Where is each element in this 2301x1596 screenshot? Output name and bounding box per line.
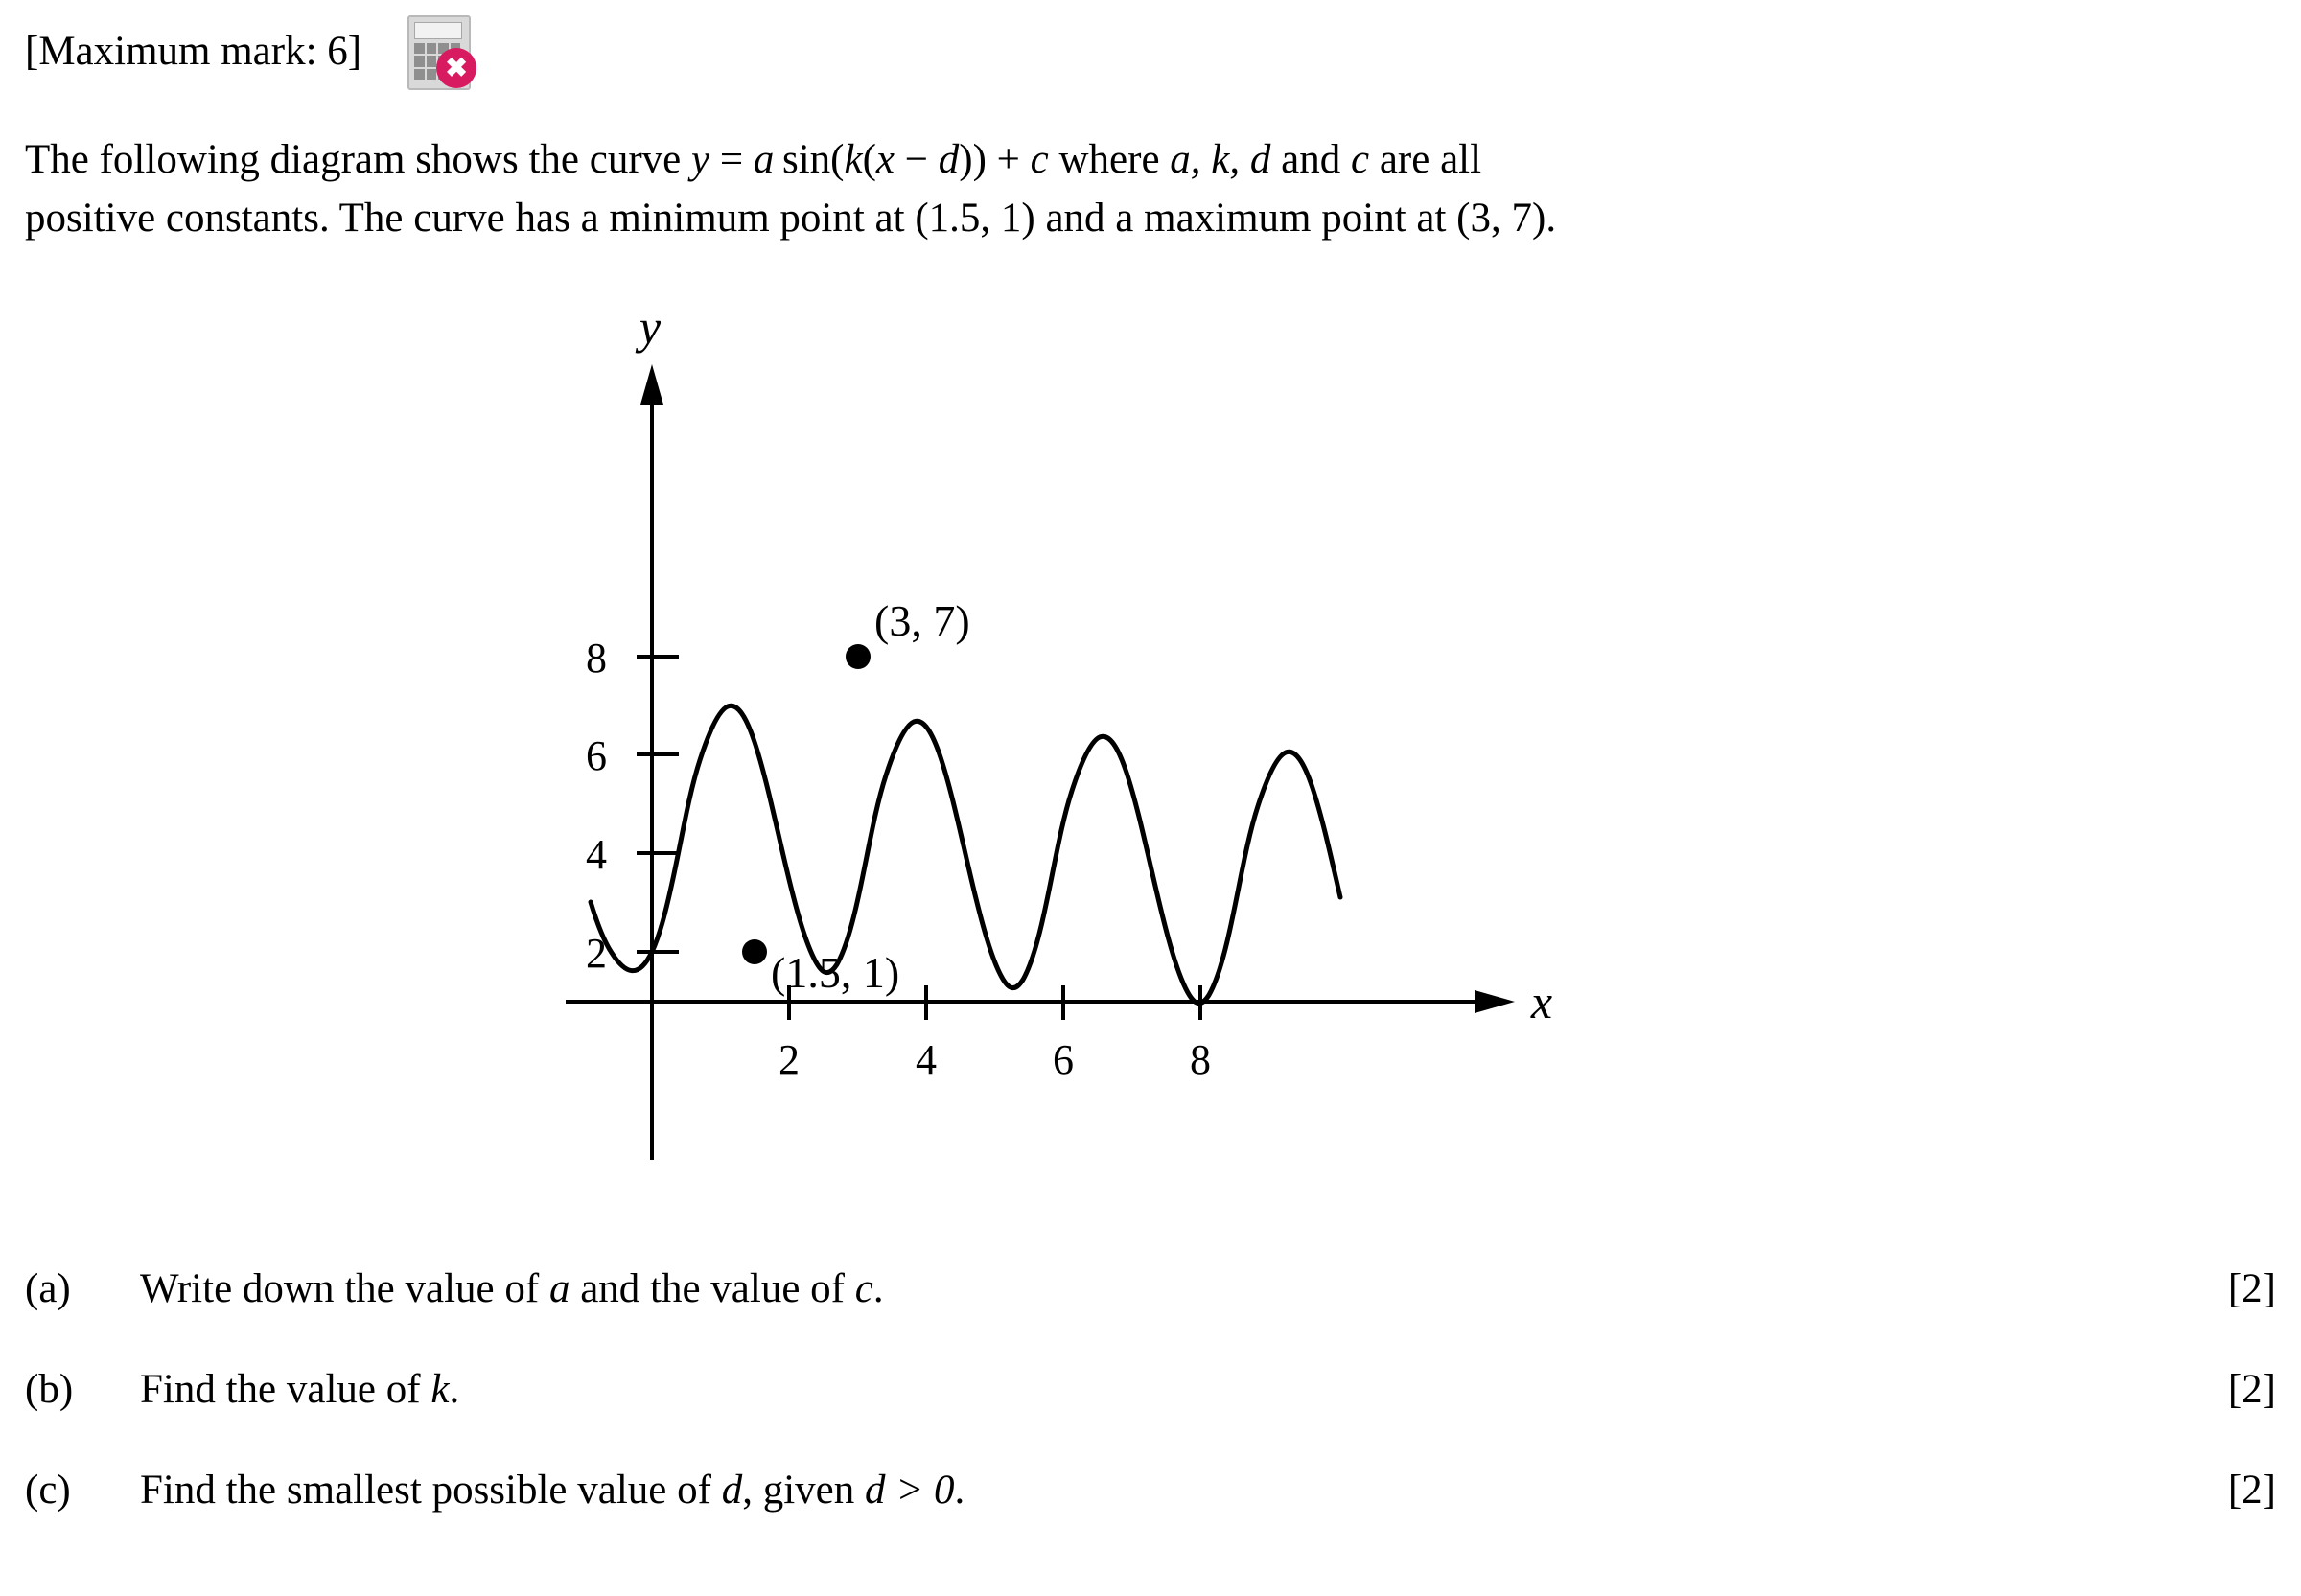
part-b-label: (b) [25,1367,74,1412]
svg-text:8: 8 [1190,1036,1211,1083]
part-a-var2: c [854,1266,873,1311]
maximum-mark-line [25,13,476,90]
part-c-text-mid: , given [742,1468,865,1513]
part-c [25,1467,2276,1514]
part-c-var1: d [721,1468,743,1513]
x-axis-label: x [1530,975,1553,1029]
stem-equation: y = a sin(k(x − d)) + c [691,137,1049,182]
cross-icon: ✖ [436,48,476,88]
curve-figure [537,316,1553,1227]
calculator-screen [414,22,462,39]
curve-svg [537,316,1553,1227]
stem-line-2: positive constants. The curve has a minimum point at (1.5, 1) and a maximum point at (3, 7). [25,196,1557,242]
question-stem [25,130,2115,247]
part-a-text [140,1265,2276,1312]
maximum-mark-text: [Maximum mark: 6] [25,29,362,75]
calculator-not-allowed-icon [402,13,476,90]
part-a [25,1265,2276,1312]
part-a-marks: [2] [2227,1266,2276,1311]
sine-curve [591,705,1340,1003]
part-b-text [140,1366,2276,1413]
part-c-text-end: . [954,1468,965,1513]
part-a-text-pre: Write down the value of [140,1266,549,1311]
part-b-text-end: . [449,1367,460,1412]
part-b-text-pre: Find the value of [140,1367,431,1412]
part-c-text [140,1467,2276,1514]
part-b-marks: [2] [2227,1367,2276,1412]
svg-text:6: 6 [1053,1036,1074,1083]
part-c-label: (c) [25,1468,71,1513]
part-c-text-pre: Find the smallest possible value of [140,1468,722,1513]
stem-constants: a, k, d [1170,137,1271,182]
svg-text:2: 2 [586,930,607,977]
y-axis-ticks [637,657,679,952]
minimum-point-marker [742,939,767,964]
stem-part-1: The following diagram shows the curve [25,137,691,182]
stem-part-3: and [1270,137,1351,182]
svg-text:2: 2 [779,1036,800,1083]
maximum-point-label: (3, 7) [874,596,970,645]
part-b-var1: k [430,1367,450,1412]
stem-part-2: where [1048,137,1171,182]
minimum-point-label: (1.5, 1) [771,948,900,997]
part-a-text-mid: and the value of [569,1266,855,1311]
part-a-text-end: . [872,1266,884,1311]
maximum-point-marker [846,644,871,669]
y-axis [640,364,663,1160]
svg-text:8: 8 [586,635,607,682]
part-c-var2: d > 0 [865,1468,955,1513]
part-a-var1: a [548,1266,570,1311]
y-axis-label: y [639,316,662,354]
stem-part-4: are all [1369,137,1482,182]
x-tick-labels [779,1036,1211,1083]
x-axis [566,990,1515,1013]
svg-text:4: 4 [586,831,607,878]
part-c-marks: [2] [2227,1468,2276,1513]
svg-text:4: 4 [916,1036,937,1083]
svg-text:6: 6 [586,732,607,779]
stem-constant-c: c [1350,137,1370,182]
question-parts [25,1265,2276,1567]
part-b [25,1366,2276,1413]
part-a-label: (a) [25,1266,71,1311]
